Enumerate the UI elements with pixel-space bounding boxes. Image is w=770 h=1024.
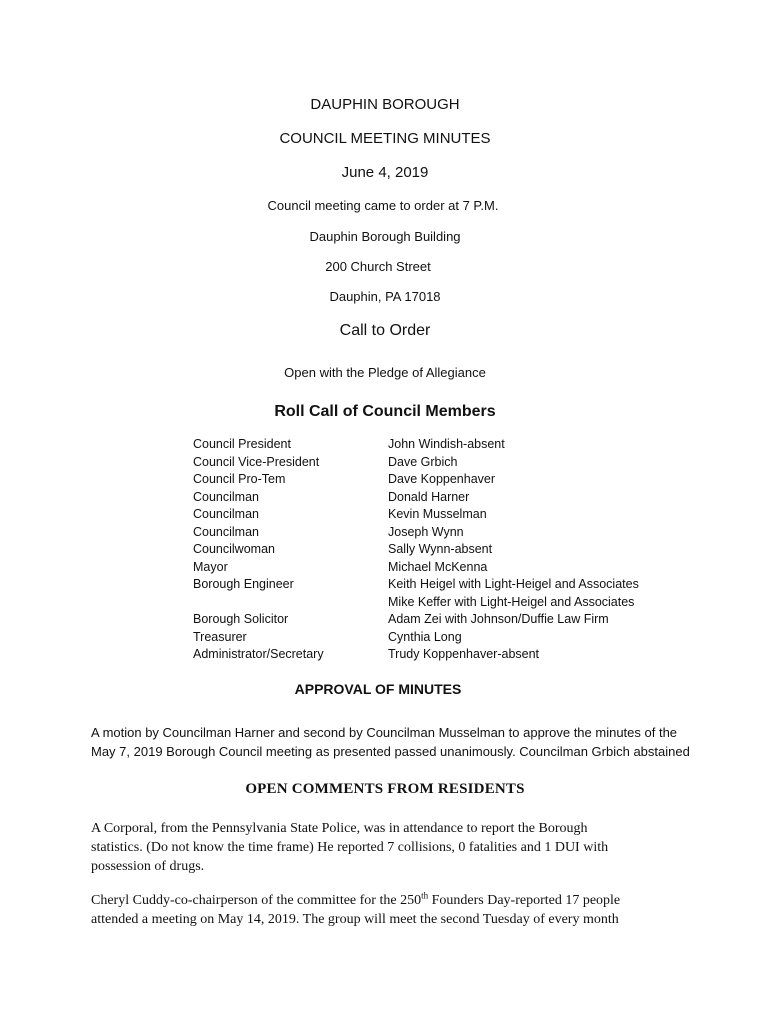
corporal-line: A Corporal, from the Pennsylvania State Police, was in attendance to report the Borough xyxy=(91,821,588,836)
approval-line: May 7, 2019 Borough Council meeting as presented passed unanimously. Councilman Grbich abstained xyxy=(91,744,690,759)
roll-name: Donald Harner xyxy=(388,489,470,504)
cheryl-line: attended a meeting on May 14, 2019. The group will meet the second Tuesday of every month xyxy=(91,912,619,927)
approval-paragraph xyxy=(91,723,731,761)
roll-role: Council President xyxy=(193,437,291,451)
corporal-paragraph xyxy=(91,819,731,876)
roll-role: Councilman xyxy=(193,524,260,539)
roll-name: Michael McKenna xyxy=(388,559,488,574)
roll-name: Kevin Musselman xyxy=(388,507,487,521)
roll-name: Dave Grbich xyxy=(388,454,458,469)
location-city: Dauphin, PA 17018 xyxy=(329,289,441,304)
approval-heading: APPROVAL OF MINUTES xyxy=(294,681,462,697)
ordinal-suffix: th xyxy=(421,890,429,901)
location-street: 200 Church Street xyxy=(325,259,431,274)
roll-role: Council Pro-Tem xyxy=(193,472,286,486)
roll-role: Administrator/Secretary xyxy=(193,647,324,661)
roll-name: Joseph Wynn xyxy=(388,524,464,539)
roll-call-heading: Roll Call of Council Members xyxy=(274,403,496,420)
approval-line: A motion by Councilman Harner and second by Councilman Musselman to approve the minutes of the xyxy=(91,725,678,740)
corporal-line: statistics. (Do not know the time frame) He reported 7 collisions, 0 fatalities and 1 DUI with xyxy=(91,840,609,855)
roll-role: Borough Solicitor xyxy=(193,612,289,626)
roll-role: Borough Engineer xyxy=(193,577,294,591)
cheryl-paragraph xyxy=(91,891,731,929)
meeting-date: June 4, 2019 xyxy=(341,164,429,181)
roll-role: Councilman xyxy=(193,489,260,504)
cheryl-line xyxy=(91,891,731,910)
open-comments-heading: OPEN COMMENTS FROM RESIDENTS xyxy=(245,781,525,797)
order-time-line: Council meeting came to order at 7 P.M. xyxy=(267,198,499,213)
roll-name: John Windish-absent xyxy=(388,437,505,451)
roll-name: Cynthia Long xyxy=(388,629,462,644)
roll-name: Dave Koppenhaver xyxy=(388,472,496,486)
location-building: Dauphin Borough Building xyxy=(309,229,461,244)
roll-role: Treasurer xyxy=(193,629,247,644)
roll-name: Keith Heigel with Light-Heigel and Associates xyxy=(388,577,639,591)
document-title: COUNCIL MEETING MINUTES xyxy=(279,130,491,147)
roll-name: Sally Wynn-absent xyxy=(388,542,493,556)
roll-name: Mike Keffer with Light-Heigel and Associates xyxy=(388,594,635,609)
roll-role: Council Vice-President xyxy=(193,454,320,469)
roll-role: Councilwoman xyxy=(193,542,275,556)
call-to-order-heading: Call to Order xyxy=(339,322,431,339)
roll-name: Adam Zei with Johnson/Duffie Law Firm xyxy=(388,612,609,626)
cheryl-text-pre: Cheryl Cuddy-co-chairperson of the committee for the 250 xyxy=(91,893,422,908)
cheryl-text-post: Founders Day-reported 17 people xyxy=(428,893,621,908)
call-to-order-text: Open with the Pledge of Allegiance xyxy=(284,365,486,380)
roll-role: Councilman xyxy=(193,507,260,521)
municipality-heading: DAUPHIN BOROUGH xyxy=(310,96,460,113)
roll-role: Mayor xyxy=(193,559,228,574)
corporal-line: possession of drugs. xyxy=(91,859,205,874)
roll-name: Trudy Koppenhaver-absent xyxy=(388,647,540,661)
